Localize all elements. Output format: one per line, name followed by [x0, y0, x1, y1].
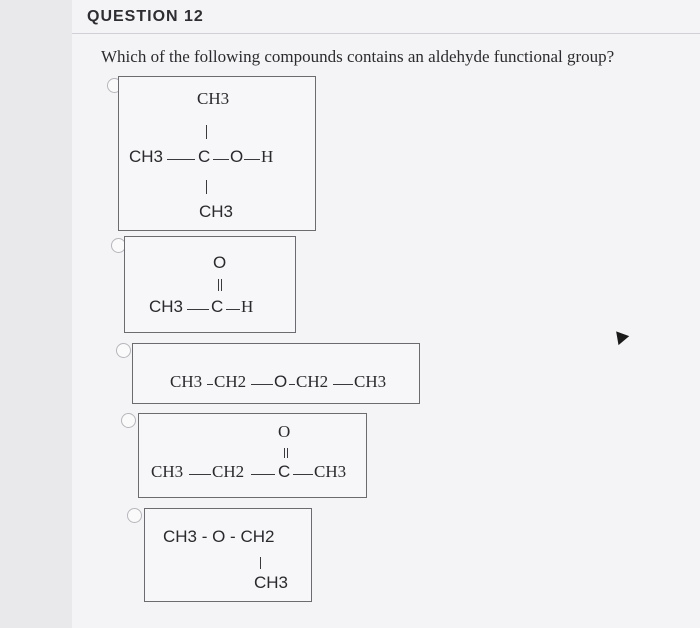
option-3-bond-2 — [251, 384, 273, 385]
option-1-bond-oh — [244, 159, 260, 160]
option-5-bottom-group: CH3 — [254, 573, 289, 592]
option-2-double-bond-b — [221, 279, 222, 291]
option-1-bond-bottom — [206, 180, 207, 194]
option-1-top-group: CH3 — [197, 89, 230, 108]
option-1-bond-co — [213, 159, 229, 160]
option-1-oxygen: O — [230, 147, 244, 166]
option-4-bond-1 — [189, 474, 211, 475]
option-3-structure[interactable] — [132, 343, 420, 404]
question-header: QUESTION 12 — [87, 8, 204, 25]
option-2-bond-left — [187, 309, 209, 310]
option-4-group-3: CH3 — [314, 462, 347, 481]
option-3-bond-1 — [207, 384, 213, 385]
option-2-double-bond-a — [218, 279, 219, 291]
option-2-left-group: CH3 — [149, 297, 184, 316]
option-2-top-oxygen: O — [213, 253, 227, 272]
option-4-radio[interactable] — [121, 413, 136, 428]
option-2-hydrogen: H — [241, 297, 254, 316]
option-4-group-1: CH3 — [151, 462, 184, 481]
option-3-radio[interactable] — [116, 343, 131, 358]
option-4-group-2: CH2 — [212, 462, 245, 481]
option-1-bond-top — [206, 125, 207, 139]
option-4-double-bond-a — [284, 448, 285, 458]
option-4-bond-3 — [293, 474, 313, 475]
option-2-center-atom: C — [211, 297, 224, 316]
option-1-bond-left — [167, 159, 195, 160]
option-3-bond-4 — [333, 384, 353, 385]
option-3-group-2: CH2 — [214, 372, 247, 391]
option-1-hydrogen: H — [261, 147, 274, 166]
option-2-bond-right — [226, 309, 240, 310]
option-4-double-bond-b — [287, 448, 288, 458]
option-4-center-atom: C — [278, 462, 291, 481]
option-3-group-1: CH3 — [170, 372, 203, 391]
option-3-group-5: CH3 — [354, 372, 387, 391]
option-5-structure[interactable] — [144, 508, 312, 602]
option-1-center-atom: C — [198, 147, 211, 166]
option-5-main-chain: CH3 - O - CH2 — [163, 527, 275, 546]
option-3-bond-3 — [289, 384, 295, 385]
question-prompt: Which of the following compounds contains an aldehyde functional group? — [101, 47, 615, 66]
option-4-bond-2 — [251, 474, 275, 475]
option-3-oxygen: O — [274, 372, 288, 391]
option-1-left-group: CH3 — [129, 147, 164, 166]
option-4-top-oxygen: O — [278, 422, 291, 441]
header-divider — [72, 33, 700, 34]
option-2-structure[interactable] — [124, 236, 296, 333]
option-5-bond-bottom — [260, 557, 261, 569]
option-1-structure[interactable] — [118, 76, 316, 231]
option-1-bottom-group: CH3 — [199, 202, 234, 221]
option-4-structure[interactable] — [138, 413, 367, 498]
option-5-radio[interactable] — [127, 508, 142, 523]
option-3-group-4: CH2 — [296, 372, 329, 391]
